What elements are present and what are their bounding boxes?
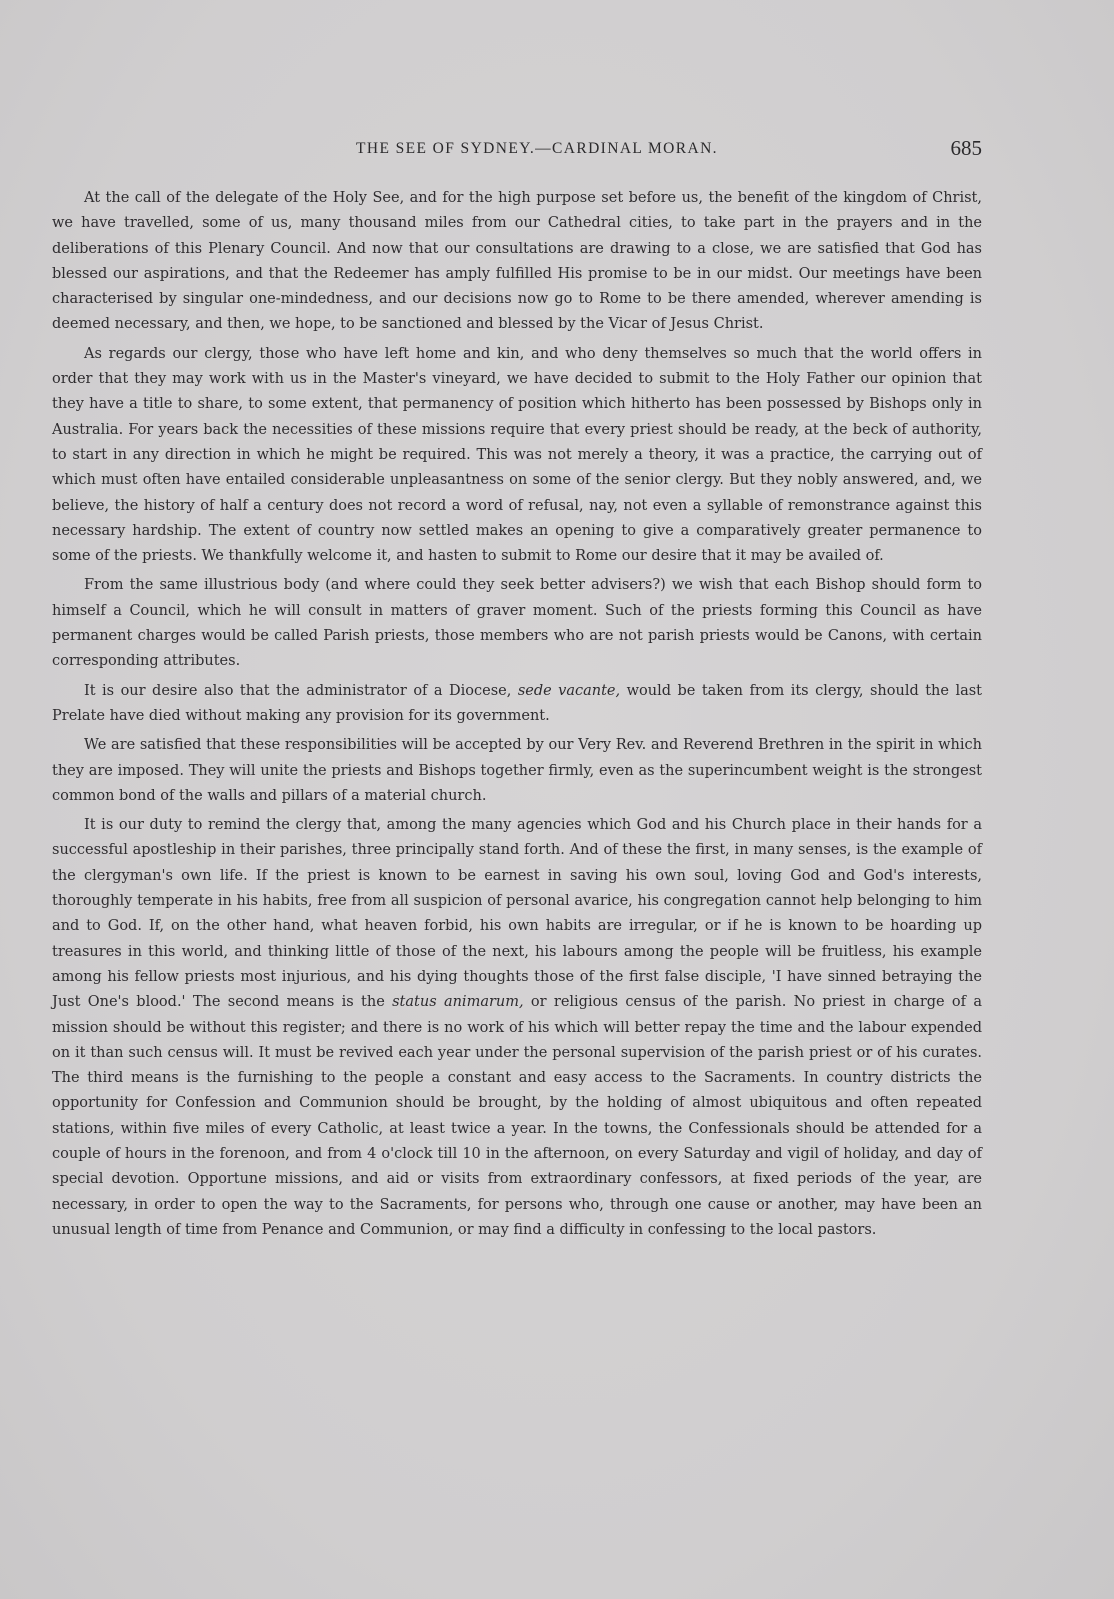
paragraph-1: At the call of the delegate of the Holy See, and for the high purpose set before us, the benefit of the kingdom of Christ, we have travelled, some of us, many thousand miles from our Cathedral cities, to take part in the prayers and in the deliberations of this Plenary Council. And now that our consultations are drawing to a close, we are satisfied that God has blessed our aspirations, and that the Redeemer has amply fulfilled His promise to be in our midst. Our meetings have been characterised by singular one-mindedness, and our decisions now go to Rome to be there amended, wherever amending is deemed necessary, and then, we hope, to be sanctioned and blessed by the Vicar of Jesus Christ. [52, 190, 982, 333]
paragraph-2: As regards our clergy, those who have left home and kin, and who deny themselves so much that the world offers in order that they may work with us in the Master's vineyard, we have decided to submit to the Holy Father our opinion that they have a title to share, to some extent, that permanency of position which hitherto has been possessed by Bishops only in Australia. For years back the necessities of these missions require that every priest should be ready, at the beck of authority, to start in any direction in which he might be required. This was not merely a theory, it was a practice, the carrying out of which must often have entailed considerable unpleasantness on some of the senior clergy. But they nobly answered, and, we believe, the history of half a century does not record a word of refusal, nay, not even a syllable of remonstrance against this necessary hardship. The extent of country now settled makes an opening to give a comparatively greater permanence to some of the priests. We thankfully welcome it, and hasten to submit to Rome our desire that it may be availed of. [52, 345, 982, 565]
page-number: 685 [950, 136, 982, 160]
running-title: THE SEE OF SYDNEY.—CARDINAL MORAN. [356, 140, 718, 157]
body-text [52, 186, 982, 1247]
paragraph-6 [52, 813, 982, 1243]
paragraph-6-text-end: or religious census of the parish. No priest in charge of a mission should be without this register; and there is no work of his which will better repay the time and the labour expended on it than such census will. It must be revived each year under the personal supervision of the parish priest or of his curates. The third means is the furnishing to the people a constant and easy access to the Sacraments. In country districts the opportunity for Confession and Communion should be brought, by the holding of almost ubiquitous and often repeated stations, within five miles of every Catholic, at least twice a year. In the towns, the Confessionals should be attended for a couple of hours in the forenoon, and from 4 o'clock till 10 in the afternoon, on every Saturday and vigil of holiday, and day of special devotion. Opportune missions, and aid or visits from extraordinary confessors, at fixed periods of the year, are necessary, in order to open the way to the Sacraments, for persons who, through one cause or another, may have been an unusual length of time from Penance and Communion, or may find a difficulty in confessing to the local pastors. [52, 994, 982, 1238]
paragraph-5: We are satisfied that these responsibilities will be accepted by our Very Rev. and Reverend Brethren in the spirit in which they are imposed. They will unite the priests and Bishops together firmly, even as the superincumbent weight is the strongest common bond of the walls and pillars of a material church. [52, 737, 982, 804]
paragraph-6-text-start: It is our duty to remind the clergy that, among the many agencies which God and his Church place in their hands for a successful apostleship in their parishes, three principally stand forth. And of these the first, in many senses, is the example of the clergyman's own life. If the priest is known to be earnest in saving his own soul, loving God and God's interests, thoroughly temperate in his habits, free from all suspicion of personal avarice, his congregation cannot help belonging to him and to God. If, on the other hand, what heaven forbid, his own habits are irregular, or if he is known to be hoarding up treasures in this world, and thinking little of those of the next, his labours among the people will be fruitless, his example among his fellow priests most injurious, and his dying thoughts those of the first false disciple, 'I have sinned betraying the Just One's blood.' The second means is the [52, 817, 982, 1011]
paragraph-3: From the same illustrious body (and where could they seek better advisers?) we wish that each Bishop should form to himself a Council, which he will consult in matters of graver moment. Such of the priests forming this Council as have permanent charges would be called Parish priests, those members who are not parish priests would be Canons, with certain corresponding attributes. [52, 577, 982, 670]
paragraph-4 [52, 679, 982, 730]
paragraph-4-text-end: would be taken from its clergy, should the last Prelate have died without making any provision for its government. [52, 682, 982, 724]
paragraph-4-italic-phrase: sede vacante, [517, 682, 621, 699]
running-head [52, 136, 982, 166]
paragraph-6-italic-phrase: status animarum, [392, 994, 524, 1011]
paragraph-4-text-start: It is our desire also that the administrator of a Diocese, [84, 682, 518, 699]
